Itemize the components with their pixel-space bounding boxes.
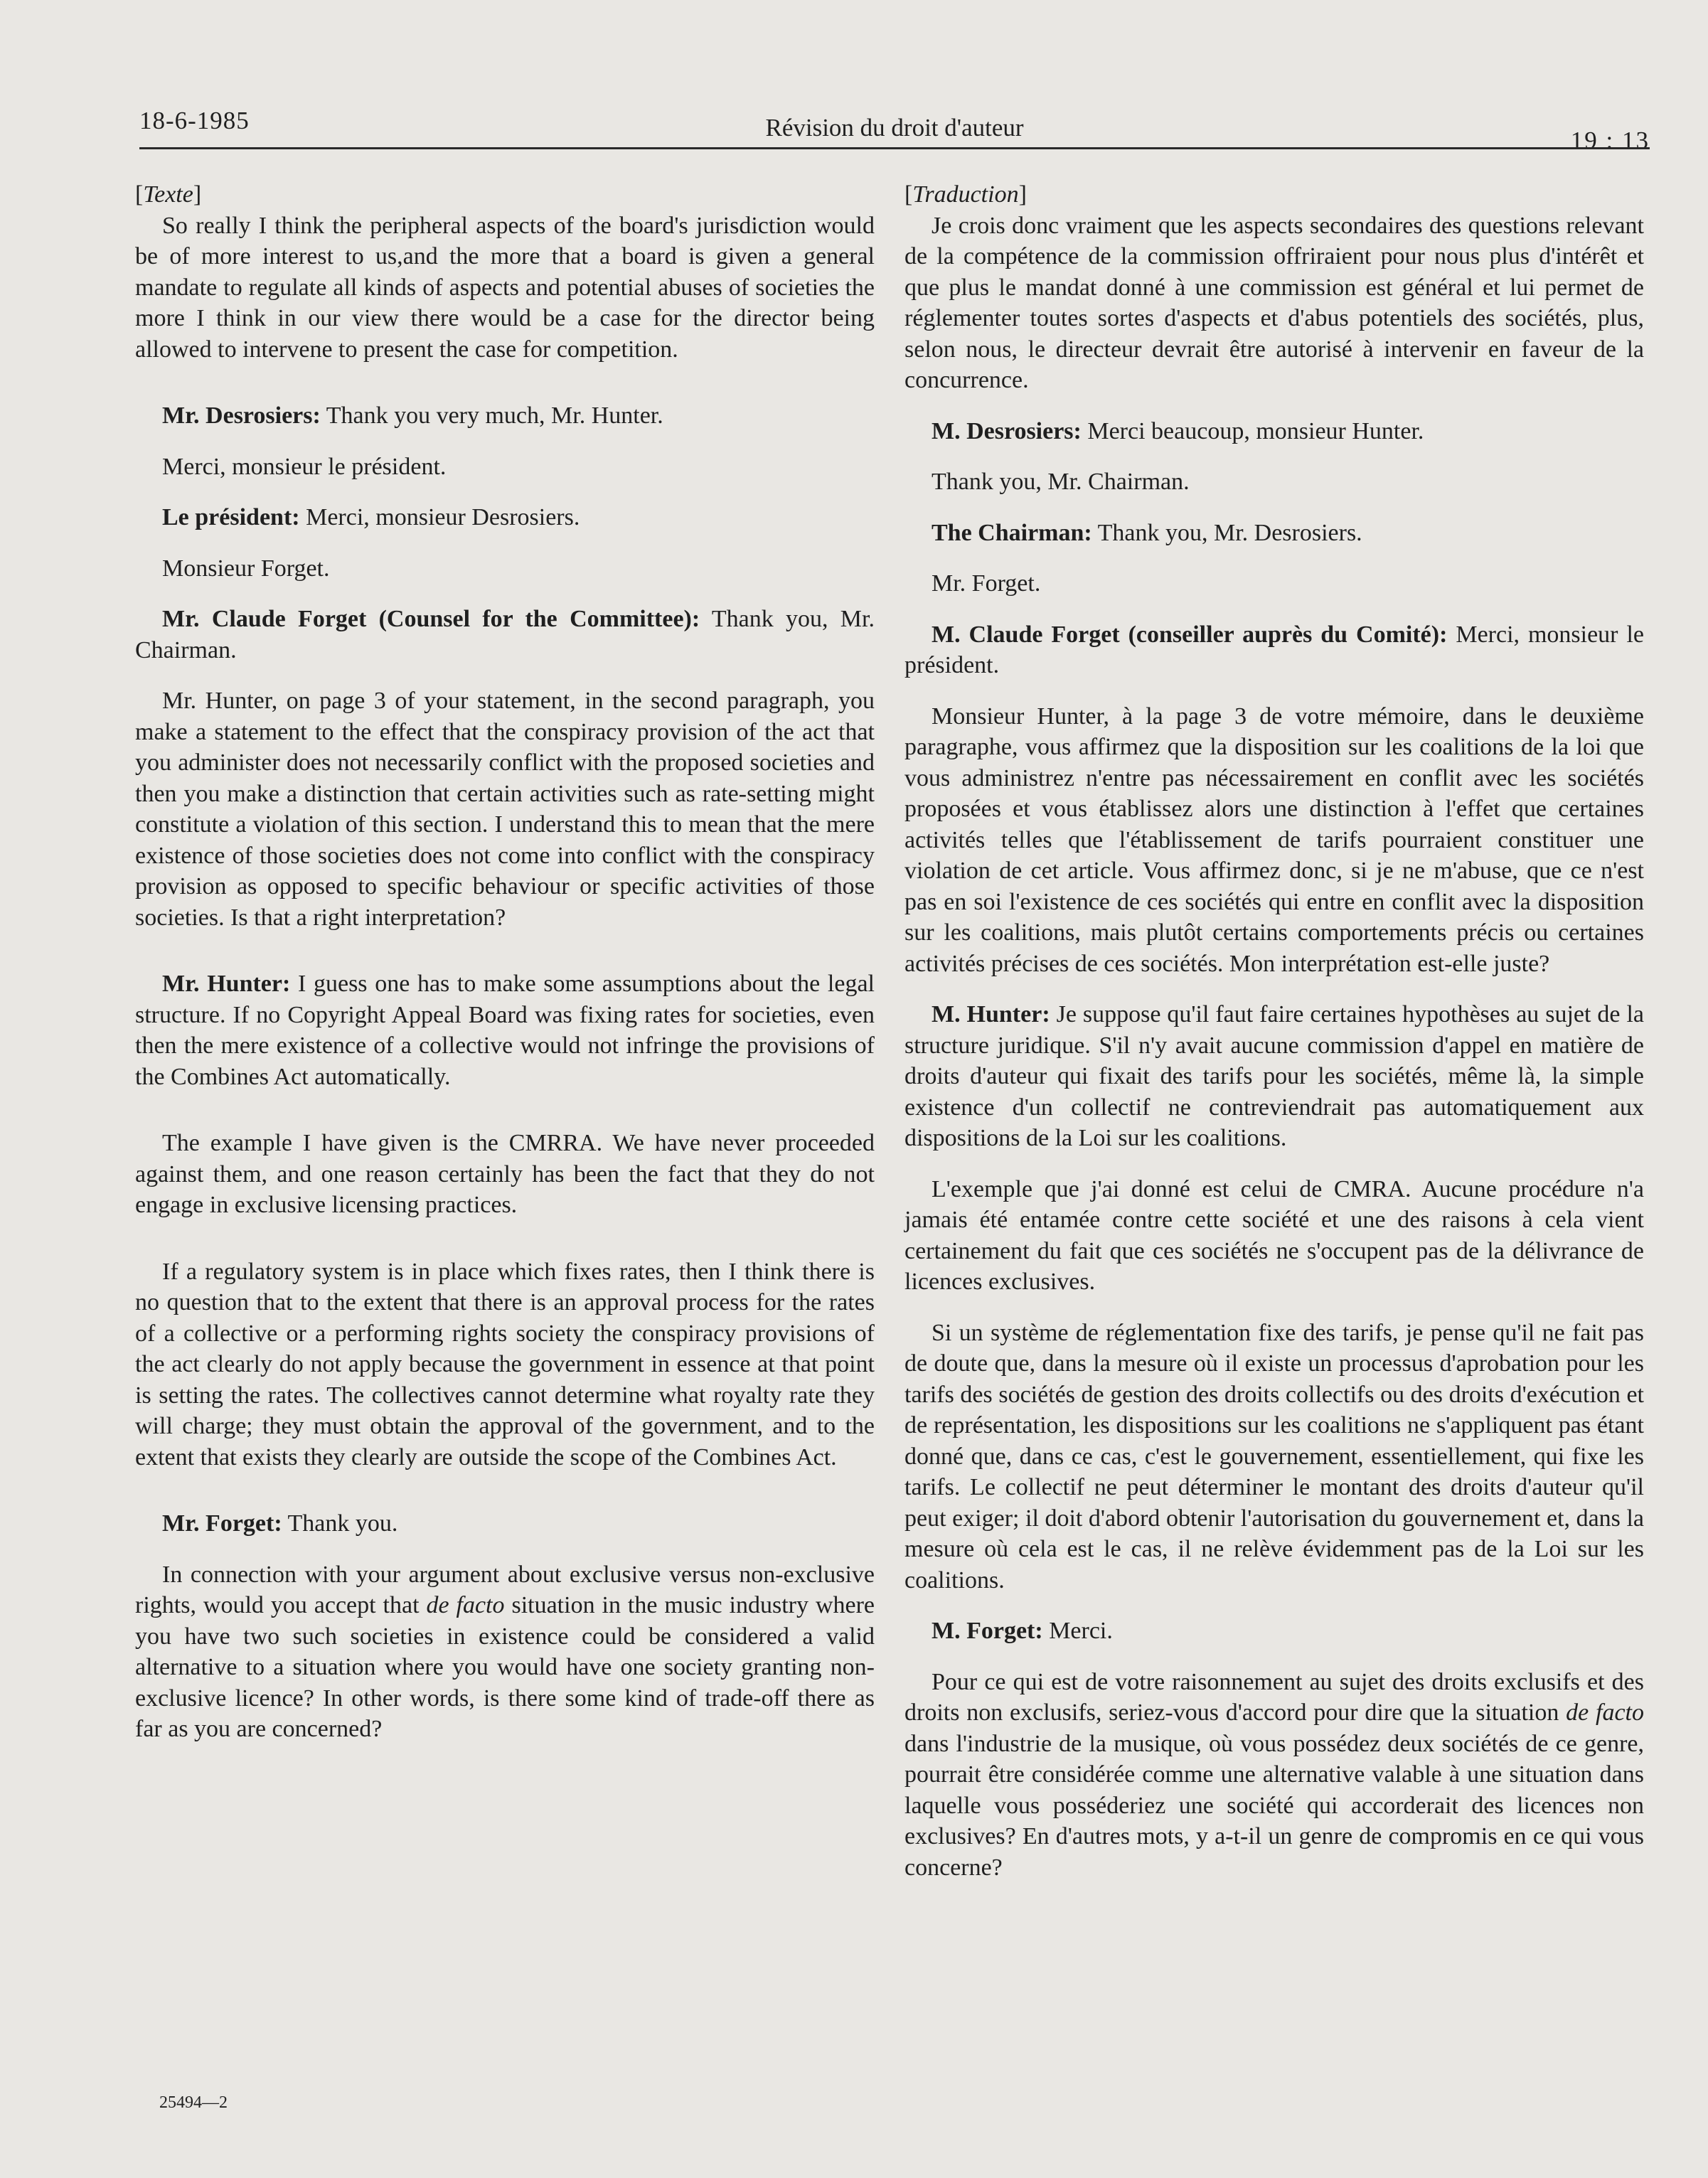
- speaker-paragraph: The Chairman: Thank you, Mr. Desrosiers.: [932, 519, 1362, 546]
- paragraph: Monsieur Hunter, à la page 3 de votre mémoire, dans le deuxième paragraphe, vous affirmez que la disposition sur les coalitions de la loi que vous administrez n'entre pas nécessairement en conflit avec les sociétés proposées et vous établissez alors une distinction à l'effet que certaines activités telles que l'établissement de tarifs pourraient constituer une violation de cet article. Vous affirmez donc, si je ne m'abuse, que ce n'est pas en soi l'existence de ces sociétés qui entre en conflit avec la disposition sur les coalitions, mais plutôt certains comportements précis ou certaines activités précises de ces sociétés. Mon interprétation est-elle juste?: [904, 703, 1644, 977]
- running-header: [139, 107, 1650, 154]
- column-french: [904, 179, 1644, 1883]
- paragraph: L'exemple que j'ai donné est celui de CMRA. Aucune procédure n'a jamais été entamée contre cette société et une des raisons à cela vient certainement du fait que ces sociétés ne s'occupent pas de la délivrance de licences exclusives.: [904, 1175, 1644, 1295]
- speaker-name: M. Hunter:: [932, 1001, 1050, 1027]
- header-title: Révision du droit d'auteur: [765, 114, 1024, 142]
- speaker-paragraph: Mr. Hunter: I guess one has to make some assumptions about the legal structure. If no Copyright Appeal Board was fixing rates for societies, even then the mere existence of a collective would not infringe the provisions of the Combines Act automatically.: [135, 971, 875, 1090]
- section-tag: [Texte]: [135, 181, 202, 208]
- header-page-number: 19 : 13: [1570, 127, 1650, 154]
- speaker-name: M. Claude Forget (conseiller auprès du Comité):: [932, 621, 1448, 648]
- speaker-name: Mr. Hunter:: [162, 971, 291, 997]
- paragraph: In connection with your argument about exclusive versus non-exclusive rights, would you accept that de facto situation in the music industry where you have two such societies in existence could be considered a valid alternative to a situation where you would have one society granting non-exclusive licence? In other words, is there some kind of trade-off there as far as you are concerned?: [135, 1561, 875, 1742]
- paragraph: Mr. Hunter, on page 3 of your statement, in the second paragraph, you make a statement to the effect that the conspiracy provision of the act that you administer does not necessarily conflict with the proposed societies and then you make a distinction that certain activities such as rate-setting might constitute a violation of this section. I understand this to mean that the mere existence of those societies does not come into conflict with the conspiracy provision as opposed to specific behaviour or specific activities of those societies. Is that a right interpretation?: [135, 688, 875, 931]
- speaker-paragraph: Mr. Forget: Thank you.: [162, 1510, 398, 1537]
- speaker-paragraph: M. Desrosiers: Merci beaucoup, monsieur Hunter.: [932, 417, 1424, 444]
- paragraph: The example I have given is the CMRRA. We have never proceeded against them, and one reason certainly has been the fact that they do not engage in exclusive licensing practices.: [135, 1130, 875, 1218]
- speaker-paragraph: Mr. Desrosiers: Thank you very much, Mr. Hunter.: [162, 402, 663, 429]
- header-date: 18-6-1985: [139, 107, 250, 134]
- paragraph: Merci, monsieur le président.: [162, 453, 447, 480]
- paragraph: So really I think the peripheral aspects of the board's jurisdiction would be of more interest to us,and the more that a board is given a general mandate to regulate all kinds of aspects and potential abuses of societies the more I think in our view there would be a case for the director being allowed to intervene to present the case for competition.: [135, 212, 875, 363]
- speaker-paragraph: M. Forget: Merci.: [932, 1618, 1113, 1644]
- speaker-name: The Chairman:: [932, 519, 1092, 546]
- paragraph: Mr. Forget.: [932, 570, 1041, 597]
- footer-code: 25494—2: [159, 2093, 228, 2112]
- paragraph: Si un système de réglementation fixe des tarifs, je pense qu'il ne fait pas de doute que, dans la mesure où il existe un processus d'aprobation pour les tarifs des sociétés de gestion des droits collectifs ou des droits d'exécution et de représentation, les dispositions sur les coalitions ne s'appliquent pas étant donné que, dans ce cas, c'est le gouvernement, essentiellement, qui fixe les tarifs. Le collectif ne peut déterminer le montant des droits d'auteur qu'il peut exiger; il doit d'abord obtenir l'autorisation du gouvernement et, dans la mesure où cela est le cas, il ne relève évidemment pas de la Loi sur les coalitions.: [904, 1319, 1644, 1594]
- speaker-name: Mr. Claude Forget (Counsel for the Committee):: [162, 606, 700, 632]
- speaker-name: Mr. Desrosiers:: [162, 402, 321, 429]
- speaker-paragraph: Le président: Merci, monsieur Desrosiers.: [162, 504, 580, 530]
- speaker-name: Le président:: [162, 504, 300, 530]
- speaker-name: M. Desrosiers:: [932, 417, 1082, 444]
- speaker-paragraph: M. Hunter: Je suppose qu'il faut faire certaines hypothèses au sujet de la structure juridique. S'il n'y avait aucune commission d'appel en matière de droits d'auteur qui fixait des tarifs pour les sociétés, même là, la simple existence d'un collectif ne contreviendrait pas automatiquement aux dispositions de la Loi sur les coalitions.: [904, 1001, 1644, 1151]
- speaker-name: Mr. Forget:: [162, 1510, 282, 1537]
- column-english: [135, 179, 875, 1745]
- paragraph: Monsieur Forget.: [162, 555, 330, 582]
- paragraph: Thank you, Mr. Chairman.: [932, 469, 1190, 495]
- paragraph: Pour ce qui est de votre raisonnement au sujet des droits exclusifs et des droits non exclusifs, seriez-vous d'accord pour dire que la situation de facto dans l'industrie de la musique, où vous possédez deux sociétés de ce genre, pourrait être considérée comme une alternative valable à une situation dans laquelle vous posséderiez une société qui accorderait des licences non exclusives? En d'autres mots, y a-t-il un genre de compromis en ce qui vous concerne?: [904, 1668, 1644, 1881]
- header-rule: [139, 147, 1650, 149]
- paragraph: If a regulatory system is in place which fixes rates, then I think there is no question that to the extent that there is an approval process for the rates of a collective or a performing rights society the conspiracy provisions of the act clearly do not apply because the government in essence at that point is setting the rates. The collectives cannot determine what royalty rate they will charge; they must obtain the approval of the government, and to the extent that exists they clearly are outside the scope of the Combines Act.: [135, 1258, 875, 1470]
- speaker-name: M. Forget:: [932, 1618, 1043, 1644]
- paragraph: Je crois donc vraiment que les aspects secondaires des questions relevant de la compétence de la commission offriraient pour nous plus d'intérêt et que plus le mandat donné à une commission est général et lui permet de réglementer toutes sortes d'aspects et d'abus potentiels des sociétés, plus, selon nous, le directeur devrait être autorisé à intervenir en faveur de la concurrence.: [904, 212, 1644, 393]
- speaker-paragraph: M. Claude Forget (conseiller auprès du Comité): Merci, monsieur le président.: [904, 621, 1644, 678]
- section-tag: [Traduction]: [904, 181, 1027, 208]
- speaker-paragraph: Mr. Claude Forget (Counsel for the Committee): Thank you, Mr. Chairman.: [135, 606, 875, 663]
